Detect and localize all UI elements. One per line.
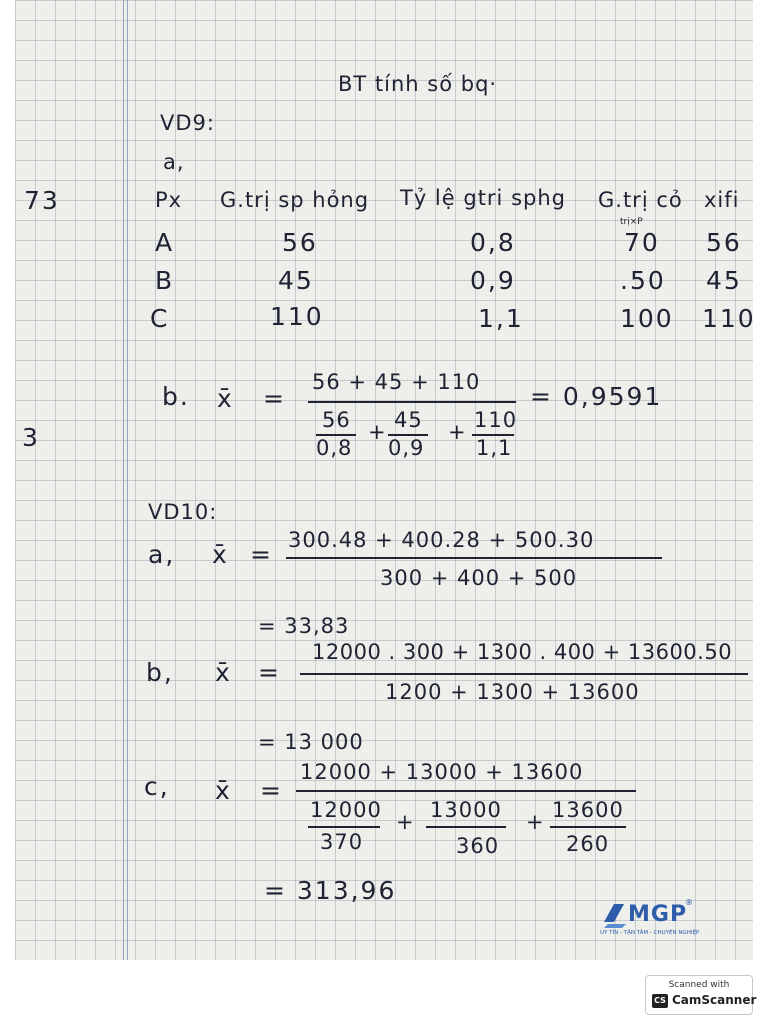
page-title: BT tính số bq· — [338, 72, 498, 96]
section-vd10: VD10: — [148, 500, 218, 524]
table-subheader: trị×P — [620, 217, 643, 227]
section-vd9: VD9: — [160, 111, 215, 135]
table-cell: 45 — [278, 266, 314, 295]
formula-result: = 13 000 — [258, 730, 364, 754]
fraction-term-num: 110 — [474, 408, 518, 432]
table-cell: 56 — [282, 228, 318, 257]
fraction-bar — [308, 401, 516, 403]
fraction-term-num: 12000 — [310, 798, 382, 822]
part-b-label: b. — [162, 382, 190, 411]
table-cell: 70 — [624, 228, 660, 257]
formula-numerator: 12000 . 300 + 1300 . 400 + 13600.50 — [312, 640, 733, 664]
fraction-term-num: 13600 — [552, 798, 624, 822]
plus-sign: + — [448, 420, 467, 444]
fraction-bar — [300, 673, 748, 675]
part-a-label: a, — [148, 540, 176, 569]
table-header-gtri-sp-hong: G.trị sp hỏng — [220, 188, 370, 212]
fraction-term-den: 0,8 — [316, 436, 353, 460]
fraction-term-num: 45 — [394, 408, 423, 432]
formula-result: = 33,83 — [258, 614, 350, 638]
equals-sign: = — [263, 384, 286, 413]
table-cell: A — [155, 228, 175, 257]
part-c-label: c, — [144, 772, 170, 801]
camscanner-name: CamScanner — [672, 993, 757, 1007]
fraction-term-den: 1,1 — [476, 436, 513, 460]
formula-denominator: 300 + 400 + 500 — [380, 566, 578, 590]
xbar-symbol: x̄ — [215, 776, 232, 805]
table-cell: 110 — [270, 302, 324, 331]
table-header-gtri-co: G.trị cỏ — [598, 188, 683, 212]
part-a-label: a, — [163, 150, 185, 174]
table-cell: C — [150, 304, 170, 333]
fraction-bar-small — [308, 826, 380, 828]
xbar-symbol: x̄ — [217, 384, 234, 413]
mgp-tagline: UY TÍN - TẬN TÂM - CHUYÊN NGHIỆP — [600, 930, 700, 936]
fraction-bar-small — [426, 826, 506, 828]
margin-number-73: 73 — [24, 186, 60, 215]
formula-result: = 313,96 — [264, 876, 397, 905]
equals-sign: = — [250, 540, 273, 569]
equals-sign: = — [260, 776, 283, 805]
fraction-term-den: 360 — [456, 834, 500, 858]
fraction-bar — [296, 790, 636, 792]
table-header-ty-le: Tỷ lệ gtri sphg — [400, 186, 566, 210]
fraction-term-num: 56 — [322, 408, 351, 432]
equals-sign: = — [258, 658, 281, 687]
fraction-bar — [286, 557, 662, 559]
table-cell: B — [155, 266, 175, 295]
table-header-px: Px — [155, 188, 183, 212]
formula-denominator: 1200 + 1300 + 13600 — [385, 680, 640, 704]
part-b-label: b, — [146, 658, 174, 687]
plus-sign: + — [368, 420, 387, 444]
xbar-symbol: x̄ — [215, 658, 232, 687]
table-cell: 110 — [702, 304, 756, 333]
fraction-bar-small — [550, 826, 626, 828]
formula-numerator: 12000 + 13000 + 13600 — [300, 760, 584, 784]
formula-numerator: 56 + 45 + 110 — [312, 370, 481, 394]
margin-line — [123, 0, 124, 960]
table-cell: 0,8 — [470, 228, 516, 257]
mgp-brand: MGP — [628, 902, 688, 927]
fraction-term-den: 370 — [320, 830, 364, 854]
scanned-with-label: Scanned with — [668, 980, 730, 990]
plus-sign: + — [526, 810, 545, 834]
plus-sign: + — [396, 810, 415, 834]
table-cell: .50 — [620, 266, 666, 295]
xbar-symbol: x̄ — [212, 540, 229, 569]
notebook-page — [15, 0, 753, 960]
table-cell: 56 — [706, 228, 742, 257]
table-cell: 45 — [706, 266, 742, 295]
fraction-term-den: 0,9 — [388, 436, 425, 460]
formula-result: = 0,9591 — [530, 382, 663, 411]
formula-numerator: 300.48 + 400.28 + 500.30 — [288, 528, 595, 552]
table-cell: 1,1 — [478, 304, 524, 333]
fraction-term-num: 13000 — [430, 798, 502, 822]
table-cell: 0,9 — [470, 266, 516, 295]
mgp-registered-mark: ® — [685, 898, 693, 907]
table-header-xifi: xifi — [704, 188, 740, 212]
camscanner-icon: CS — [652, 994, 668, 1008]
margin-line-inner — [127, 0, 128, 960]
margin-number-3: 3 — [22, 423, 40, 452]
fraction-term-den: 260 — [566, 832, 610, 856]
camscanner-badge — [645, 975, 757, 1015]
table-cell: 100 — [620, 304, 674, 333]
